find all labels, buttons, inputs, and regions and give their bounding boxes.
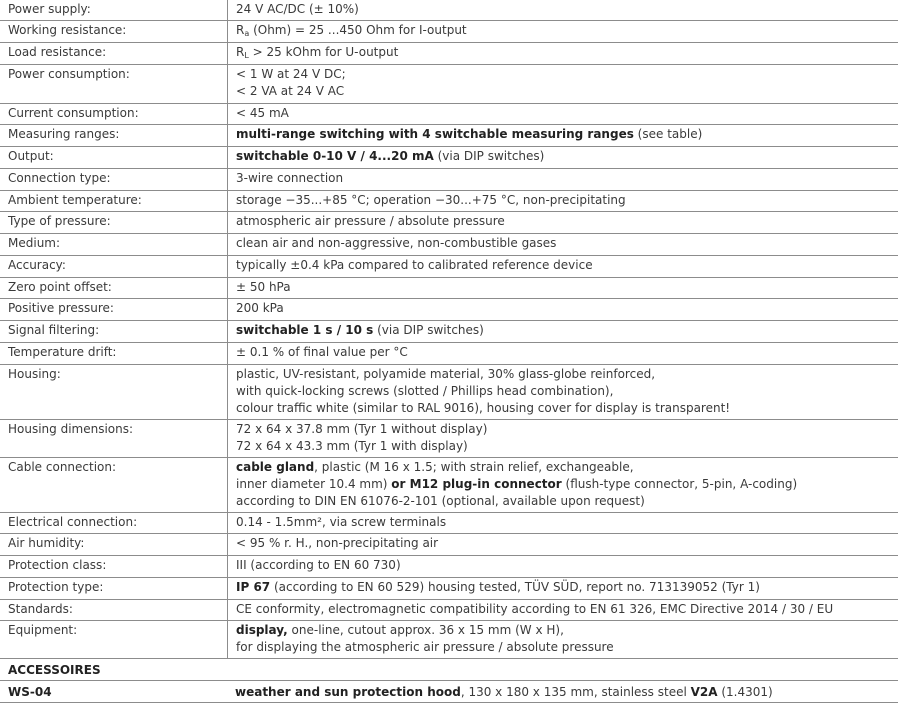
value-text: (via DIP switches) xyxy=(373,323,484,337)
accessory-description-line xyxy=(235,684,898,701)
spec-value-line xyxy=(236,257,898,274)
accessory-row xyxy=(0,681,898,703)
spec-value-line xyxy=(236,105,898,122)
spec-value-line xyxy=(236,366,898,383)
value-text: storage −35...+85 °C; operation −30...+75 °C, non-precipitating xyxy=(236,193,626,207)
subscript-text: a xyxy=(244,29,250,38)
spec-label: Zero point offset: xyxy=(8,280,112,294)
spec-value-line xyxy=(236,514,898,531)
value-text: atmospheric air pressure / absolute pressure xyxy=(236,214,505,228)
spec-value-line xyxy=(236,400,898,417)
spec-value xyxy=(227,513,898,533)
spec-label: Protection type: xyxy=(8,580,104,594)
spec-value xyxy=(227,21,898,42)
spec-value-line xyxy=(236,322,898,339)
spec-value xyxy=(227,578,898,599)
spec-value xyxy=(227,534,898,555)
spec-value xyxy=(227,191,898,211)
spec-value-line xyxy=(236,344,898,361)
spec-value xyxy=(227,278,898,298)
bold-text: multi-range switching with 4 switchable measuring ranges xyxy=(236,127,634,141)
spec-value-line xyxy=(236,44,898,64)
spec-value xyxy=(227,147,898,168)
spec-value-line xyxy=(236,535,898,552)
accessory-description xyxy=(227,681,898,702)
bold-text: IP 67 xyxy=(236,580,271,594)
spec-label: Signal filtering: xyxy=(8,323,100,337)
spec-label: Accuracy: xyxy=(8,258,66,272)
spec-value xyxy=(227,65,898,103)
spec-label: Temperature drift: xyxy=(8,345,117,359)
value-text: < 2 VA at 24 V AC xyxy=(236,84,345,98)
bold-text: or M12 plug-in connector xyxy=(391,477,562,491)
spec-label: Working resistance: xyxy=(8,23,127,37)
spec-value xyxy=(227,43,898,64)
value-text: < 95 % r. H., non-precipitating air xyxy=(236,536,439,550)
spec-value-line xyxy=(236,192,898,209)
value-text: 72 x 64 x 37.8 mm (Tyr 1 without display) xyxy=(236,422,488,436)
spec-row xyxy=(0,256,898,278)
spec-row xyxy=(0,0,898,21)
value-text: (1.4301) xyxy=(717,685,773,699)
spec-row xyxy=(0,513,898,534)
value-text: (flush-type connector, 5-pin, A-coding) xyxy=(561,477,798,491)
spec-value xyxy=(227,104,898,124)
spec-label: Standards: xyxy=(8,602,73,616)
spec-value xyxy=(227,343,898,364)
spec-label: Ambient temperature: xyxy=(8,193,142,207)
spec-row xyxy=(0,458,898,513)
spec-value xyxy=(227,365,898,419)
value-text: R xyxy=(236,45,245,59)
spec-row xyxy=(0,104,898,125)
spec-label: Type of pressure: xyxy=(8,214,111,228)
value-text: 200 kPa xyxy=(236,301,284,315)
value-text: < 1 W at 24 V DC; xyxy=(236,67,346,81)
spec-value xyxy=(227,321,898,342)
bold-text: switchable 0-10 V / 4...20 mA xyxy=(236,149,434,163)
spec-value-line xyxy=(236,438,898,455)
spec-value xyxy=(227,125,898,146)
spec-value-line xyxy=(236,383,898,400)
spec-value xyxy=(227,0,898,20)
spec-label: Measuring ranges: xyxy=(8,127,120,141)
spec-value-line xyxy=(236,1,898,18)
spec-label: Positive pressure: xyxy=(8,301,114,315)
value-text: < 45 mA xyxy=(236,106,289,120)
spec-value xyxy=(227,556,898,577)
spec-row xyxy=(0,534,898,556)
value-text: (see table) xyxy=(633,127,703,141)
spec-value-line xyxy=(236,601,898,618)
spec-value-line xyxy=(236,213,898,230)
spec-value-line xyxy=(236,83,898,100)
bold-text: cable gland xyxy=(236,460,315,474)
spec-label: Equipment: xyxy=(8,623,78,637)
spec-label: Electrical connection: xyxy=(8,515,138,529)
spec-row xyxy=(0,234,898,256)
spec-row xyxy=(0,600,898,621)
spec-row xyxy=(0,65,898,104)
spec-value-line xyxy=(236,557,898,574)
spec-value-line xyxy=(236,459,898,476)
bold-text: switchable 1 s / 10 s xyxy=(236,323,374,337)
spec-row xyxy=(0,147,898,169)
spec-value-line xyxy=(236,148,898,165)
value-text: with quick-locking screws (slotted / Phillips head combination), xyxy=(236,384,614,398)
value-text: for displaying the atmospheric air pressure / absolute pressure xyxy=(236,640,614,654)
spec-label: Housing: xyxy=(8,367,61,381)
spec-row xyxy=(0,556,898,578)
spec-label: Cable connection: xyxy=(8,460,117,474)
value-text: according to DIN EN 61076-2-101 (optional, available upon request) xyxy=(236,494,645,508)
value-text: CE conformity, electromagnetic compatibility according to EN 61 326, EMC Directive 2014 / 30 / EU xyxy=(236,602,834,616)
spec-row xyxy=(0,191,898,212)
spec-label: Connection type: xyxy=(8,171,111,185)
value-text: III (according to EN 60 730) xyxy=(236,558,401,572)
spec-value xyxy=(227,420,898,457)
spec-value-line xyxy=(236,639,898,656)
accessories-heading-row xyxy=(0,659,898,681)
accessory-code: WS-04 xyxy=(8,685,52,699)
spec-row xyxy=(0,299,898,321)
spec-value-line xyxy=(236,476,898,493)
spec-value-line xyxy=(236,22,898,42)
spec-row xyxy=(0,169,898,191)
spec-value-line xyxy=(236,170,898,187)
spec-label: Load resistance: xyxy=(8,45,107,59)
spec-value xyxy=(227,256,898,277)
value-text: inner diameter 10.4 mm) xyxy=(236,477,392,491)
value-text: one-line, cutout approx. 36 x 15 mm (W x H), xyxy=(287,623,564,637)
value-text: clean air and non-aggressive, non-combustible gases xyxy=(236,236,557,250)
spec-value xyxy=(227,458,898,512)
spec-label: Current consumption: xyxy=(8,106,139,120)
spec-row xyxy=(0,125,898,147)
spec-value-line xyxy=(236,300,898,317)
spec-label: Output: xyxy=(8,149,54,163)
value-text: plastic, UV-resistant, polyamide material, 30% glass-globe reinforced, xyxy=(236,367,656,381)
spec-row xyxy=(0,43,898,65)
spec-row xyxy=(0,21,898,43)
spec-row xyxy=(0,365,898,420)
spec-label: Power supply: xyxy=(8,2,91,16)
spec-value-line xyxy=(236,579,898,596)
value-text: (Ohm) = 25 ...450 Ohm for I-output xyxy=(249,23,467,37)
spec-value xyxy=(227,621,898,658)
spec-row xyxy=(0,621,898,659)
accessories-heading: ACCESSOIRES xyxy=(8,663,101,677)
bold-text: V2A xyxy=(690,685,718,699)
spec-row xyxy=(0,578,898,600)
spec-value xyxy=(227,169,898,190)
value-text: R xyxy=(236,23,245,37)
value-text: 72 x 64 x 43.3 mm (Tyr 1 with display) xyxy=(236,439,468,453)
spec-value xyxy=(227,600,898,620)
bold-text: display, xyxy=(236,623,288,637)
spec-value xyxy=(227,299,898,320)
spec-row xyxy=(0,278,898,299)
spec-row xyxy=(0,321,898,343)
value-text: , 130 x 180 x 135 mm, stainless steel xyxy=(460,685,691,699)
bold-text: weather and sun protection hood xyxy=(235,685,461,699)
value-text: typically ±0.4 kPa compared to calibrated reference device xyxy=(236,258,593,272)
spec-label: Air humidity: xyxy=(8,536,85,550)
value-text: 3-wire connection xyxy=(236,171,344,185)
value-text: 0.14 - 1.5mm², via screw terminals xyxy=(236,515,447,529)
value-text: 24 V AC/DC (± 10%) xyxy=(236,2,359,16)
spec-value-line xyxy=(236,66,898,83)
value-text: > 25 kOhm for U-output xyxy=(248,45,399,59)
value-text: colour traffic white (similar to RAL 9016), housing cover for display is transparent! xyxy=(236,401,731,415)
value-text: (according to EN 60 529) housing tested, TÜV SÜD, report no. 713139052 (Tyr 1) xyxy=(270,580,760,594)
spec-value-line xyxy=(236,421,898,438)
value-text: ± 0.1 % of final value per °C xyxy=(236,345,408,359)
spec-row xyxy=(0,420,898,458)
spec-value xyxy=(227,234,898,255)
spec-label: Power consumption: xyxy=(8,67,130,81)
value-text: ± 50 hPa xyxy=(236,280,291,294)
spec-value xyxy=(227,212,898,233)
subscript-text: L xyxy=(244,51,249,60)
spec-label: Medium: xyxy=(8,236,61,250)
spec-label: Protection class: xyxy=(8,558,107,572)
spec-value-line xyxy=(236,622,898,639)
spec-row xyxy=(0,343,898,365)
spec-row xyxy=(0,212,898,234)
spec-value-line xyxy=(236,279,898,296)
value-text: , plastic (M 16 x 1.5; with strain relief, exchangeable, xyxy=(314,460,634,474)
value-text: (via DIP switches) xyxy=(433,149,545,163)
spec-label: Housing dimensions: xyxy=(8,422,134,436)
spec-value-line xyxy=(236,493,898,510)
spec-value-line xyxy=(236,126,898,143)
spec-value-line xyxy=(236,235,898,252)
